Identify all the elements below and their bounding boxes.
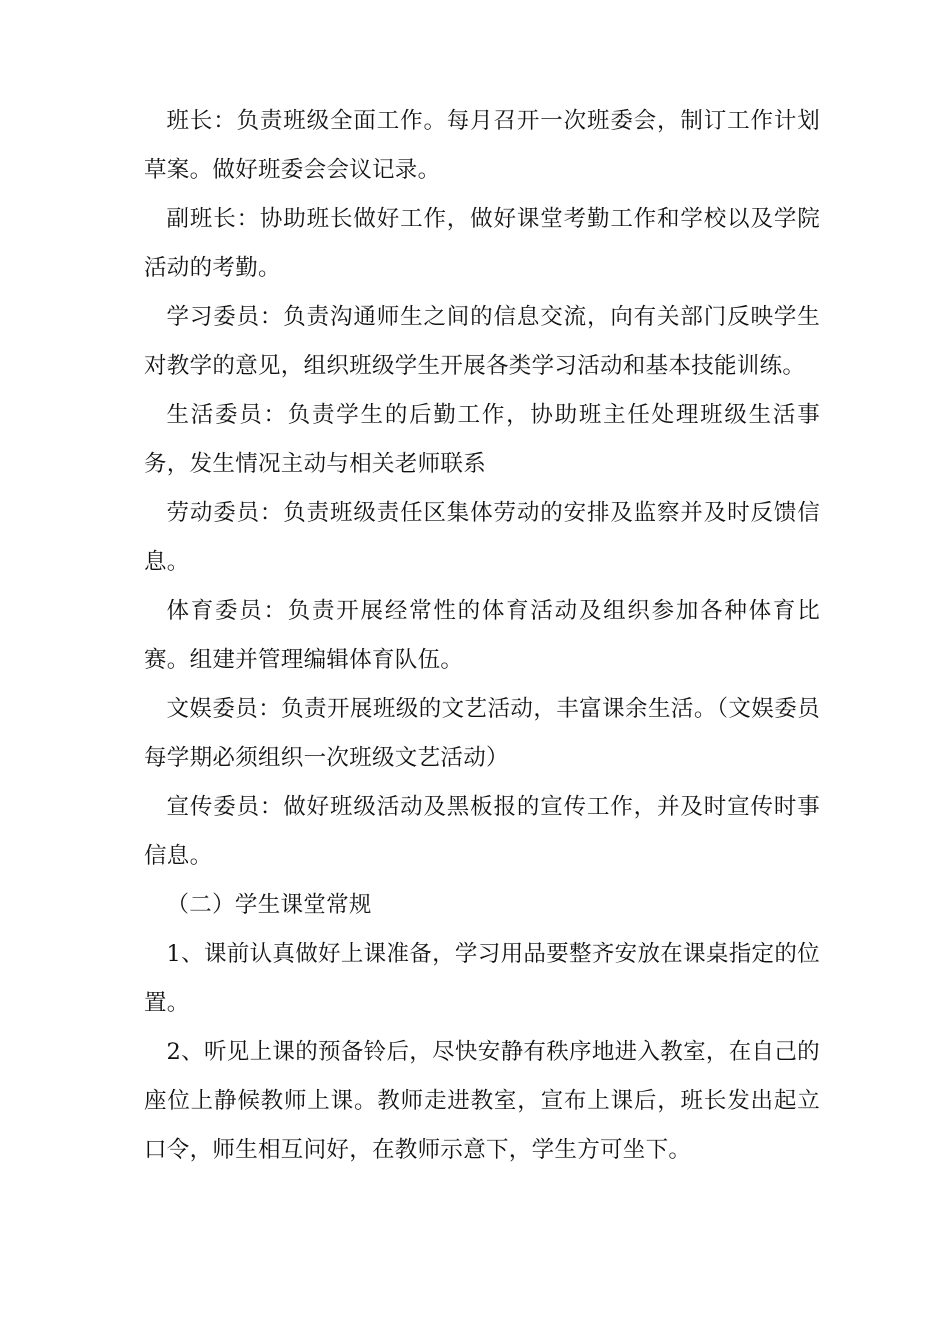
- paragraph-rule-2: 2、听见上课的预备铃后，尽快安静有秩序地进入教室，在自己的座位上静候教师上课。教师走进教室，宣布上课后，班长发出起立口令，师生相互问好，在教师示意下，学生方可坐下。: [144, 1039, 820, 1163]
- paragraph-rule-1: 1、课前认真做好上课准备，学习用品要整齐安放在课桌指定的位置。: [144, 941, 820, 1016]
- document-body: [144, 97, 820, 1175]
- paragraph-life-committee: 生活委员：负责学生的后勤工作，协助班主任处理班级生活事务，发生情况主动与相关老师联系: [144, 402, 820, 477]
- paragraph-vice-monitor: 副班长：协助班长做好工作，做好课堂考勤工作和学校以及学院活动的考勤。: [144, 206, 820, 281]
- paragraph-sports-committee: 体育委员：负责开展经常性的体育活动及组织参加各种体育比赛。组建并管理编辑体育队伍。: [144, 598, 820, 673]
- paragraph-publicity-committee: 宣传委员：做好班级活动及黑板报的宣传工作，并及时宣传时事信息。: [144, 794, 820, 869]
- paragraph-study-committee: 学习委员：负责沟通师生之间的信息交流，向有关部门反映学生对教学的意见，组织班级学生开展各类学习活动和基本技能训练。: [144, 304, 820, 379]
- paragraph-entertainment-committee: 文娱委员：负责开展班级的文艺活动，丰富课余生活。（文娱委员每学期必须组织一次班级文艺活动）: [144, 696, 820, 771]
- paragraph-class-monitor: 班长：负责班级全面工作。每月召开一次班委会，制订工作计划草案。做好班委会会议记录。: [144, 108, 820, 183]
- paragraph-labor-committee: 劳动委员：负责班级责任区集体劳动的安排及监察并及时反馈信息。: [144, 500, 820, 575]
- section-heading-classroom-rules: （二）学生课堂常规: [166, 892, 372, 918]
